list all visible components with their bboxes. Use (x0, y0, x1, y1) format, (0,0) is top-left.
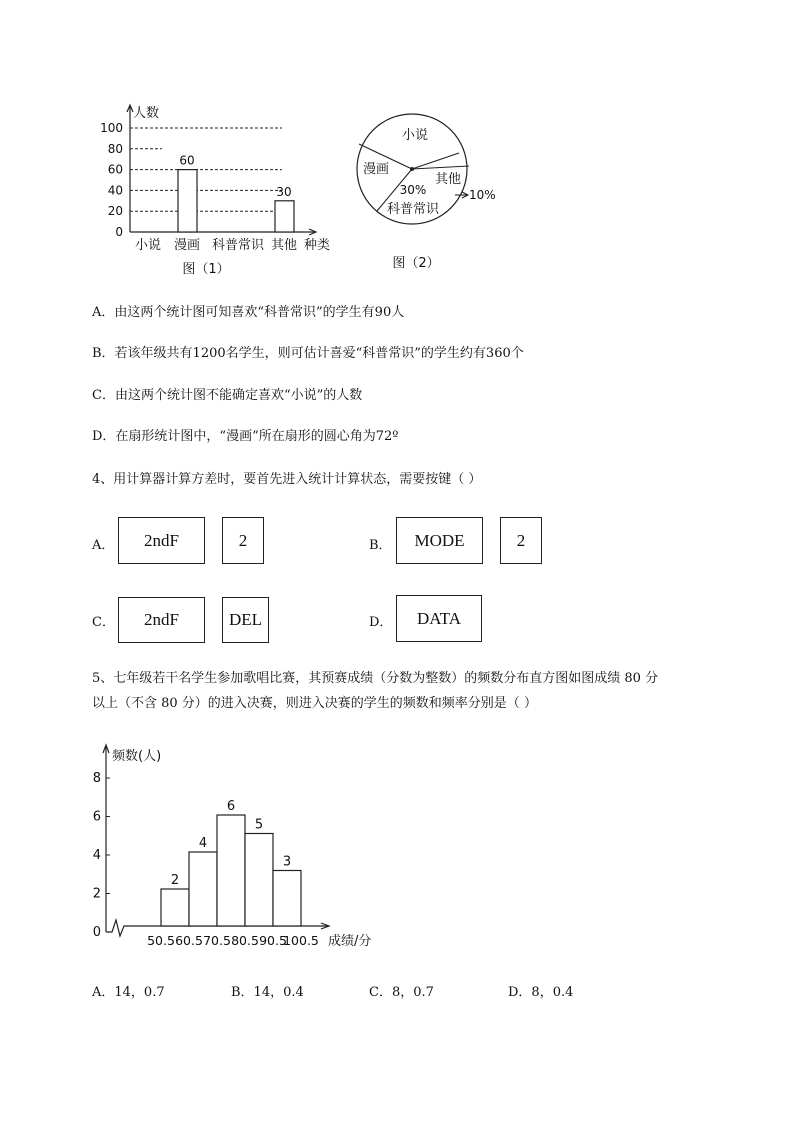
fig1-xlabel: 种类 (303, 238, 331, 253)
fig3-ytick-label: 8 (92, 771, 101, 786)
fig2-slice-label: 小说 (401, 128, 429, 143)
fig2-percent-label: 30% (399, 183, 427, 197)
fig1-xtick-label: 科普常识 (211, 238, 265, 253)
fig1-ylabel: 人数 (133, 106, 160, 121)
fig3-bar-value-label: 2 (170, 873, 180, 888)
fig1-ytick-label: 60 (107, 162, 123, 177)
fig3-xtick-label: 80.5 (231, 933, 259, 948)
fig3-bar (273, 871, 301, 927)
q3-option-b: B．若该年级共有1200名学生，则可估计喜爱“科普常识”的学生约有360个 (92, 346, 524, 361)
fig2-slice-label: 其他 (434, 172, 462, 187)
q4-option-a-key-2: 2 (222, 517, 264, 564)
fig1-ytick-label: 80 (107, 141, 123, 156)
fig3-xlabel: 成绩/分 (328, 934, 372, 949)
q5-option-d: D．8，0.4 (508, 985, 574, 1000)
fig3-ytick-label: 6 (92, 809, 101, 825)
fig2-center-dot (410, 167, 414, 171)
q3-option-a: A．由这两个统计图可知喜欢“科普常识”的学生有90人 (92, 305, 405, 320)
fig3-bar (245, 834, 273, 927)
q4-option-a-key-1: 2ndF (118, 517, 205, 564)
fig1-ytick-label: 0 (115, 225, 123, 239)
fig1-bar (178, 170, 197, 232)
q4-option-c-key-1: 2ndF (118, 597, 205, 643)
q3-option-c: C．由这两个统计图不能确定喜欢“小说”的人数 (92, 388, 363, 403)
fig3-xtick-label: 90.5 (259, 933, 287, 948)
fig2-caption: 图（2） (392, 256, 440, 271)
q5-question-line1: 5、七年级若干名学生参加歌唱比赛，其预赛成绩（分数为整数）的频数分布直方图如图成绩 80 分 (92, 671, 659, 686)
q4-option-d-key-1: DATA (396, 595, 482, 642)
fig3-bar (189, 852, 217, 926)
fig1-ytick-label: 40 (107, 183, 123, 198)
fig1-ytick-label: 100 (100, 121, 123, 135)
q4-question: 4、用计算器计算方差时，要首先进入统计计算状态，需要按键（ ） (92, 472, 482, 487)
fig1-caption: 图（1） (182, 262, 230, 277)
q4-option-b-key-1: MODE (396, 517, 483, 564)
fig2-percent-label: 10% (469, 188, 496, 202)
fig1-bar-value-label: 60 (179, 153, 195, 168)
fig3-bar (217, 815, 245, 926)
fig3-ytick-label: 2 (92, 886, 101, 902)
fig1-xtick-label: 漫画 (173, 238, 201, 253)
q4-option-d-label: D． (369, 615, 393, 630)
fig3-xtick-label: 50.5 (147, 933, 175, 948)
fig3-ytick-label: 4 (92, 848, 101, 863)
fig1-ytick-label: 20 (107, 204, 123, 219)
fig3-bar-value-label: 6 (226, 799, 236, 814)
fig3-xtick-label: 60.5 (175, 933, 203, 948)
figure1-bar-chart (90, 95, 350, 285)
fig3-ylabel: 频数(人) (112, 749, 162, 764)
fig1-bar (275, 201, 294, 232)
fig2-slice-label: 漫画 (362, 162, 390, 177)
fig1-xtick-label: 小说 (134, 238, 162, 253)
fig3-xtick-label: 100.5 (283, 933, 319, 948)
q4-option-c-key-2: DEL (222, 597, 269, 643)
q5-option-c: C．8，0.7 (369, 985, 434, 1000)
q5-question-line2: 以上（不含 80 分）的进入决赛，则进入决赛的学生的频数和频率分别是（ ） (92, 696, 537, 711)
fig1-bar-value-label: 30 (276, 184, 292, 199)
q5-option-a: A．14，0.7 (92, 985, 165, 1000)
q4-option-b-key-2: 2 (500, 517, 542, 564)
q5-histogram (88, 740, 388, 955)
figure2-pie-chart (345, 105, 515, 285)
fig3-bar (161, 889, 189, 926)
q4-option-a-label: A． (92, 538, 115, 553)
q4-option-b-label: B． (369, 538, 392, 553)
fig3-bar-value-label: 4 (198, 836, 208, 851)
fig1-xtick-label: 其他 (270, 238, 298, 253)
q5-option-b: B．14，0.4 (231, 985, 304, 1000)
fig2-slice-label: 科普常识 (386, 202, 440, 217)
fig3-bar-value-label: 3 (282, 854, 292, 870)
fig3-ytick-label: 0 (92, 925, 101, 940)
q3-option-d: D．在扇形统计图中，“漫画”所在扇形的圆心角为72º (92, 429, 399, 444)
fig3-bar-value-label: 5 (254, 817, 264, 833)
fig3-xtick-label: 70.5 (203, 933, 231, 948)
q4-option-c-label: C． (92, 615, 115, 630)
